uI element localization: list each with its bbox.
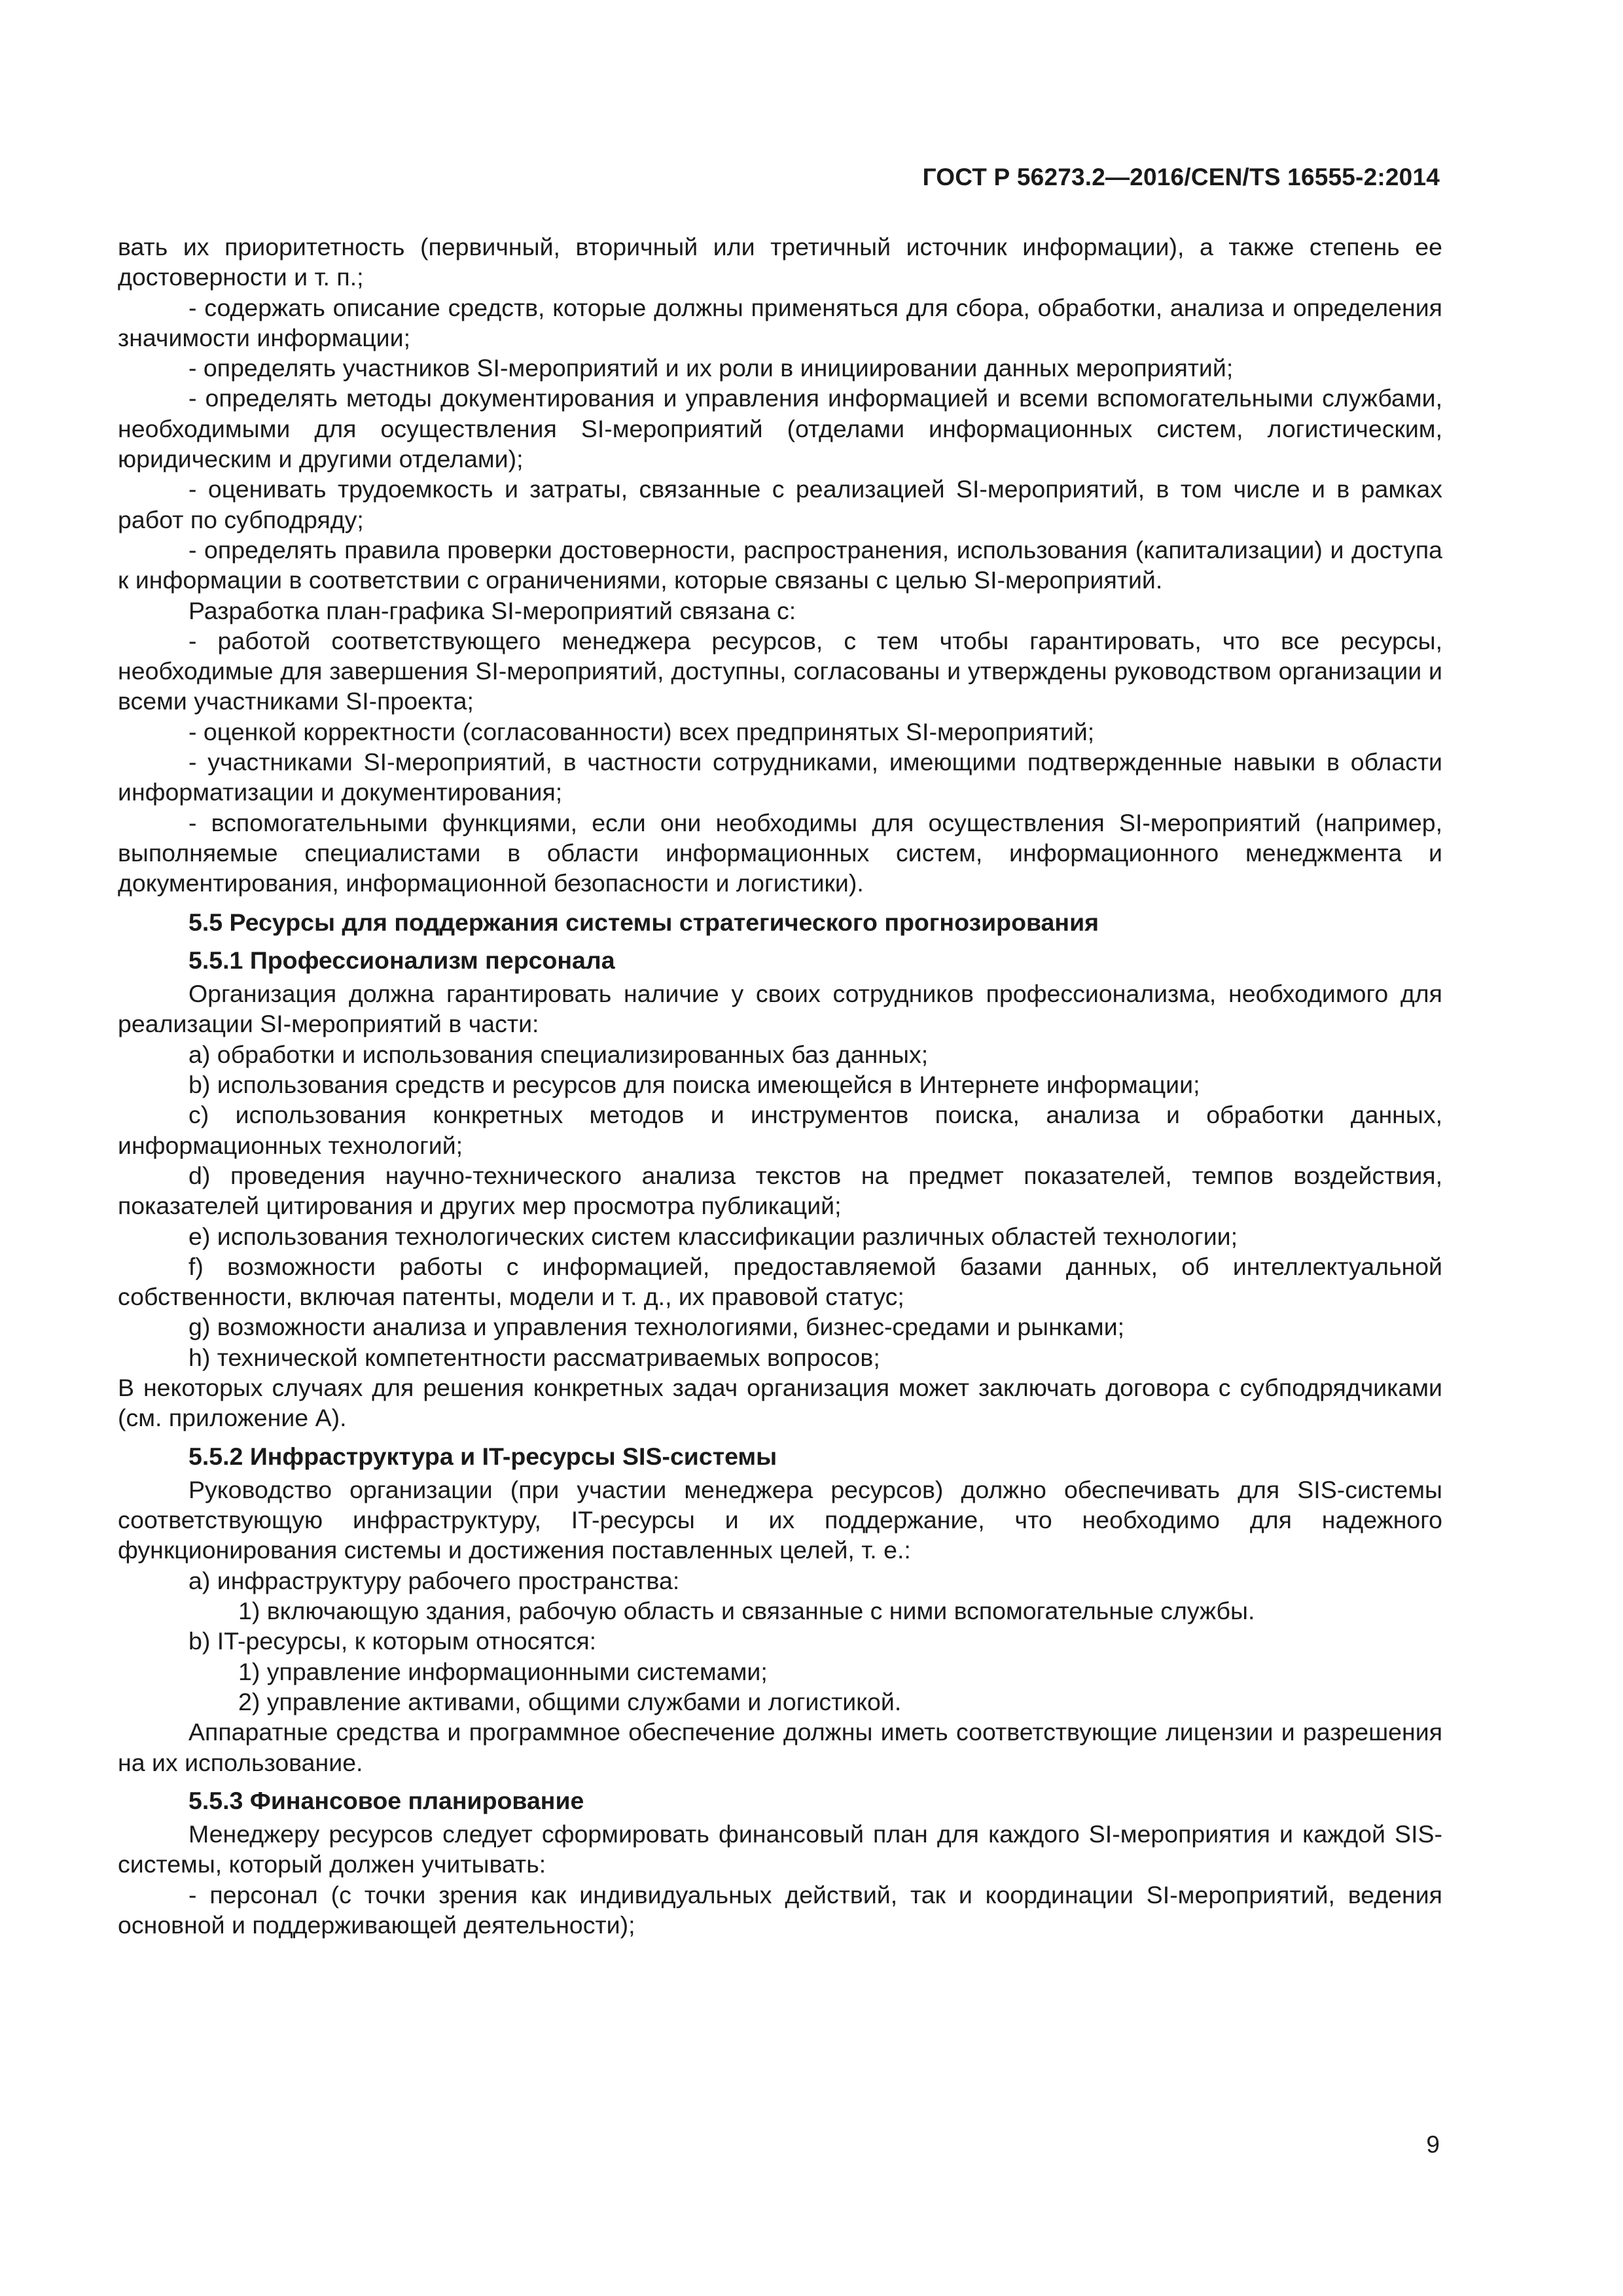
subsection-heading: 5.5.3 Финансовое планирование [188, 1786, 584, 1814]
paragraph: f) возможности работы с информацией, предоставляемой базами данных, об интеллектуальной собственности, включая патенты, модели и т. д., их правовой статус; [118, 1252, 1442, 1311]
paragraph: e) использования технологических систем классификации различных областей технологии; [188, 1222, 1238, 1250]
sub-list-item: 1) управление информационными системами; [238, 1657, 768, 1685]
paragraph: - оценивать трудоемкость и затраты, связанные с реализацией SI-мероприятий, в том числе и в рамках работ по субподряду; [118, 475, 1442, 533]
subsection-heading: 5.5.1 Профессионализм персонала [188, 946, 615, 974]
paragraph: a) обработки и использования специализированных баз данных; [188, 1040, 929, 1068]
paragraph: h) технической компетентности рассматриваемых вопросов; [188, 1343, 880, 1371]
paragraph: - вспомогательными функциями, если они необходимы для осуществления SI-мероприятий (например, выполняемые специалистами в области информационных систем, информационного менеджмента и документирования, информационной безопасности и логистики). [118, 808, 1442, 897]
paragraph: Аппаратные средства и программное обеспечение должны иметь соответствующие лицензии и разрешения на их использование. [118, 1718, 1442, 1776]
paragraph: d) проведения научно-технического анализа текстов на предмет показателей, темпов воздействия, показателей цитирования и других мер просмотра публикаций; [118, 1161, 1442, 1220]
paragraph: вать их приоритетность (первичный, вторичный или третичный источник информации), а также степень ее достоверности и т. п.; [118, 233, 1442, 291]
document-body [118, 232, 1442, 1940]
paragraph: c) использования конкретных методов и инструментов поиска, анализа и обработки данных, информационных технологий; [118, 1101, 1442, 1159]
paragraph: Разработка план-графика SI-мероприятий связана с: [188, 596, 796, 624]
paragraph: - работой соответствующего менеджера ресурсов, с тем чтобы гарантировать, что все ресурсы, необходимые для завершения SI-мероприятий, доступны, согласованы и утверждены руководством организации и всеми участниками SI-проекта; [118, 626, 1442, 715]
paragraph: a) инфраструктуру рабочего пространства: [188, 1566, 680, 1594]
subsection-heading: 5.5.2 Инфраструктура и IT-ресурсы SIS-системы [188, 1442, 777, 1470]
section-heading: 5.5 Ресурсы для поддержания системы стратегического прогнозирования [188, 908, 1099, 936]
paragraph: Менеджеру ресурсов следует сформировать финансовый план для каждого SI-мероприятия и каждой SIS-системы, который должен учитывать: [118, 1820, 1442, 1878]
paragraph: - определять методы документирования и управления информацией и всеми вспомогательными службами, необходимыми для осуществления SI-мероприятий (отделами информационных систем, логистическим, юридическим и другими отделами); [118, 384, 1442, 473]
sub-list-item: 2) управление активами, общими службами и логистикой. [238, 1687, 902, 1715]
paragraph: - содержать описание средств, которые должны применяться для сбора, обработки, анализа и определения значимости информации; [118, 293, 1442, 351]
paragraph: Организация должна гарантировать наличие у своих сотрудников профессионализма, необходимого для реализации SI-мероприятий в части: [118, 980, 1442, 1038]
paragraph: - оценкой корректности (согласованности) всех предпринятых SI-мероприятий; [188, 717, 1095, 745]
standard-header: ГОСТ Р 56273.2—2016/CEN/TS 16555-2:2014 [922, 164, 1440, 190]
paragraph: Руководство организации (при участии менеджера ресурсов) должно обеспечивать для SIS-системы соответствующую инфраструктуру, IT-ресурсы и их поддержание, что необходимо для надежного функционирования системы и достижения поставленных целей, т. е.: [118, 1475, 1442, 1564]
paragraph: b) IT-ресурсы, к которым относятся: [188, 1627, 597, 1655]
paragraph: - персонал (с точки зрения как индивидуальных действий, так и координации SI-мероприятий, ведения основной и поддерживающей деятельности); [118, 1880, 1442, 1939]
paragraph: - определять правила проверки достоверности, распространения, использования (капитализации) и доступа к информации в соответствии с ограничениями, которые связаны с целью SI-мероприятий. [118, 535, 1442, 594]
paragraph: - определять участников SI-мероприятий и их роли в инициировании данных мероприятий; [188, 354, 1234, 382]
sub-list-item: 1) включающую здания, рабочую область и связанные с ними вспомогательные службы. [238, 1597, 1255, 1625]
paragraph: - участниками SI-мероприятий, в частности сотрудниками, имеющими подтвержденные навыки в области информатизации и документирования; [118, 748, 1442, 806]
page-number: 9 [1426, 2131, 1440, 2158]
paragraph: b) использования средств и ресурсов для поиска имеющейся в Интернете информации; [188, 1071, 1200, 1099]
paragraph: g) возможности анализа и управления технологиями, бизнес-средами и рынками; [188, 1313, 1125, 1341]
paragraph: В некоторых случаях для решения конкретных задач организация может заключать договора с субподрядчиками (см. приложение А). [118, 1373, 1442, 1432]
